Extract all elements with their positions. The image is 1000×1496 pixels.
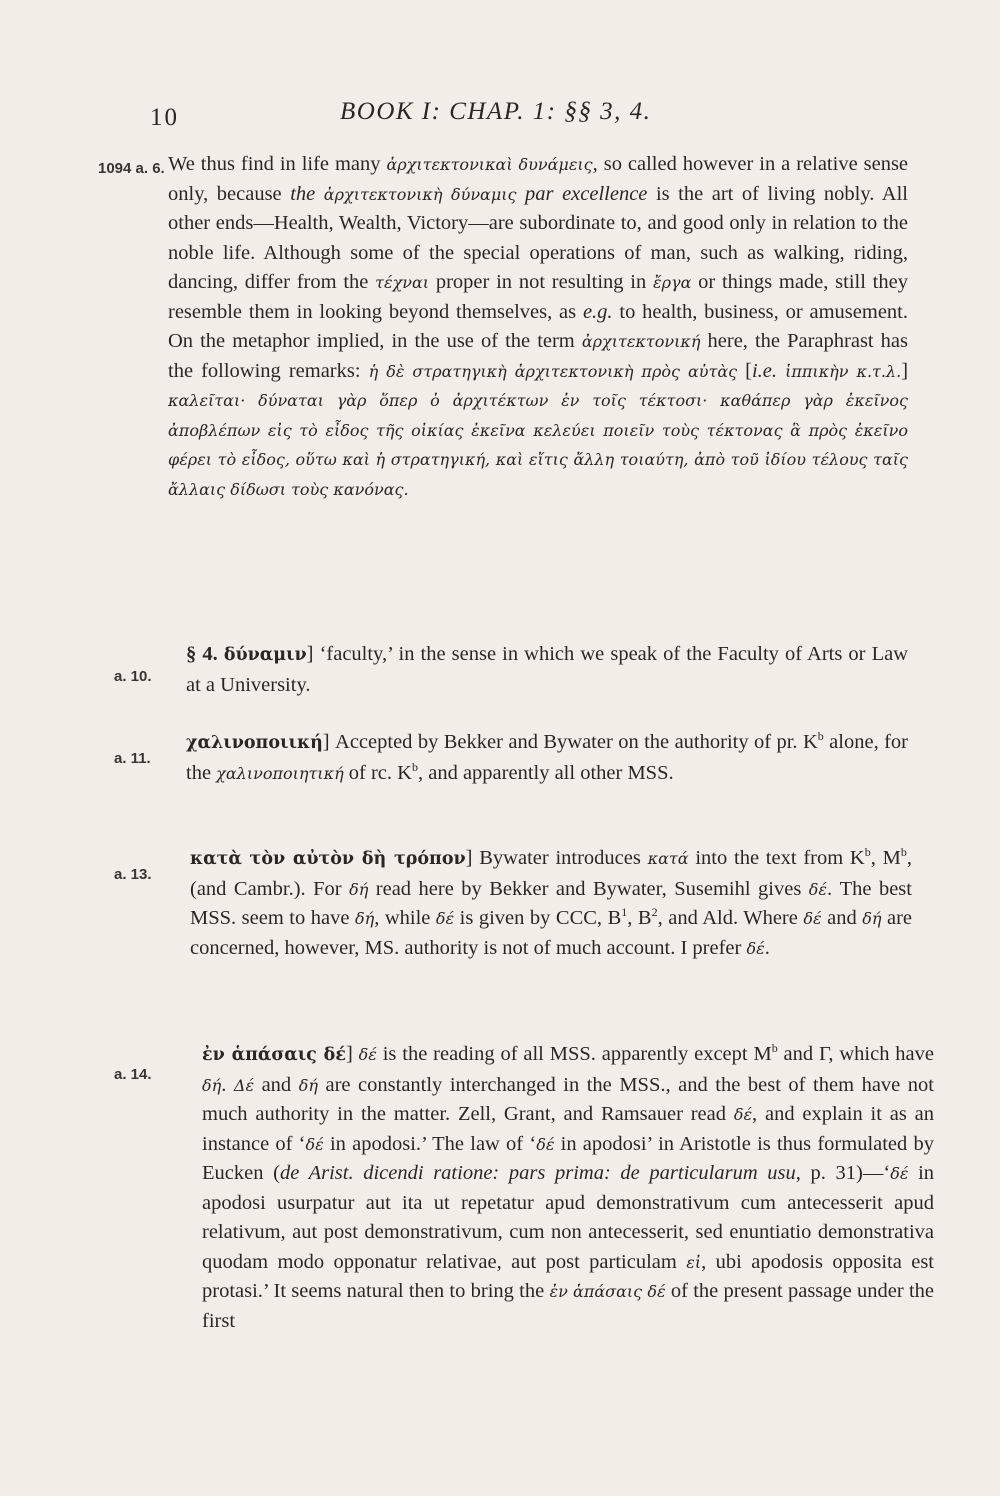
text-run: ] Accepted by Bekker and Bywater on the authority of pr. K (322, 731, 818, 753)
text-run: in apodosi usurpatur aut ita ut repetatur apud demonstrativum cum antecesserit apud relativum, aut post demonstrativum, cum non antecesserit, sed enuntiatio demonstrativa quodam modo opponatur relativae, aut post particulam (202, 1162, 935, 1273)
superscript: b (411, 759, 418, 774)
greek-text: δέ (808, 879, 827, 899)
page-header (0, 96, 1000, 140)
text-run: , B (627, 907, 652, 929)
greek-text: Δέ (233, 1075, 255, 1095)
text-run: , M (870, 847, 901, 869)
greek-text: ἡ δὲ στρατηγικὴ ἀρχιτεκτονικὴ πρὸς αὐτὰς (368, 361, 738, 381)
italic-text: e.g. (582, 300, 613, 323)
text-run: . (764, 936, 770, 959)
text-run: or things made, still they resemble them in looking beyond themselves, as (168, 271, 908, 323)
superscript: 1 (621, 905, 628, 920)
italic-text: de Arist. dicendi ratione: pars prima: de particularum usu (279, 1162, 796, 1184)
page-number: 10 (150, 104, 179, 131)
greek-text: δέ (746, 938, 765, 958)
greek-text: δέ (890, 1164, 909, 1183)
text-run: and (254, 1073, 299, 1096)
greek-text: δέ (733, 1105, 753, 1124)
note-text (190, 844, 912, 963)
text-run: proper in not resulting in (429, 271, 654, 293)
note-text (186, 728, 908, 788)
line-reference: a. 14. (114, 1066, 152, 1083)
greek-text: εἰ (686, 1252, 702, 1272)
greek-text: δέ (803, 909, 822, 928)
greek-text: δή (202, 1075, 222, 1095)
text-run: is the art of living nobly. All other ends—Health, Wealth, Victory—are subordinate to, and good only in relation to the noble life. Although some of the special operations of man, such as walking, riding, dancing, differ from the (168, 182, 909, 293)
text-run (517, 183, 526, 205)
text-run: and Γ, which have (777, 1043, 934, 1065)
text-run: ] (901, 359, 909, 382)
text-run: and (821, 907, 863, 929)
text-run: read here by Bekker and Bywater, Susemihl gives (368, 877, 809, 900)
lemma-text: κατὰ τὸν αὐτὸν δὴ τρόπον (190, 849, 466, 869)
greek-text: δέ (435, 909, 455, 928)
greek-text: κατά (647, 849, 689, 868)
superscript: 2 (651, 905, 658, 920)
greek-text: δέ (536, 1134, 555, 1154)
greek-text: ἀρχιτεκτονικαὶ δυνάμεις (386, 155, 593, 174)
superscript: b (864, 845, 871, 860)
text-run: of rc. K (343, 761, 412, 784)
note-text (168, 150, 908, 504)
text-run: is the reading of all MSS. apparently except M (376, 1043, 772, 1065)
superscript: b (900, 845, 907, 860)
greek-text: ἔργα (653, 273, 692, 292)
text-run: ] (345, 1043, 359, 1065)
text-run: is given by CCC, B (454, 907, 622, 929)
text-run: ] Bywater introduces (465, 847, 648, 869)
greek-text: δή (298, 1075, 318, 1095)
greek-text: καλεῖται· δύναται γὰρ ὅπερ ὁ ἀρχιτέκτων ἐν τοῖς τέκτοσι· καθάπερ γὰρ ἐκεῖνος ἀποβλέπων εἰς τὸ εἶδος τῆς οἰκίας ἐκεῖνα κελεύει ποιεῖν τοὺς τέκτονας ἃ πρὸς ἐκεῖνο φέρει τὸ εἶδος, οὕτω καὶ ἡ στρατηγική, καὶ εἴτις ἄλλη τοιαύτη, ἀπὸ τοῦ ἰδίου τέλους ταῖς ἄλλαις δίδωσι τοὺς κανόνας. (168, 391, 908, 499)
greek-text: χαλινοποιητική (216, 763, 344, 783)
greek-text: ἱππικὴν κ.τ.λ. (785, 361, 902, 381)
text-run: , and explain it as an instance of ‘ (202, 1103, 934, 1155)
text-run: We thus find in life many (168, 153, 387, 175)
greek-text: δή (862, 909, 882, 928)
italic-text: i.e. (751, 359, 778, 382)
italic-text: the (290, 182, 316, 205)
greek-text: ἀρχιτεκτονική (581, 332, 701, 351)
text-run: , (and Cambr.). For (190, 847, 912, 900)
greek-text: ἐν ἁπάσαις δέ (549, 1282, 666, 1301)
text-run: . The best MSS. seem to have (190, 877, 912, 929)
line-reference: a. 13. (114, 866, 152, 883)
greek-text: τέχναι (375, 273, 430, 292)
text-run: , and apparently all other MSS. (417, 761, 674, 784)
greek-text: ἀρχιτεκτονικὴ δύναμις (323, 184, 517, 204)
text-run: here, the Paraphrast has the following remarks: (168, 330, 908, 382)
note-text (186, 640, 908, 700)
superscript: b (771, 1041, 778, 1056)
text-run: in apodosi.’ The law of ‘ (323, 1132, 537, 1155)
text-run: , ubi apodosis opposita est protasi.’ It seems natural then to bring the (202, 1250, 935, 1302)
lemma-text: ἐν ἁπάσαις δέ (202, 1045, 346, 1065)
text-run: to health, business, or amusement. On the metaphor implied, in the use of the term (168, 300, 908, 352)
line-reference: a. 10. (114, 668, 152, 685)
text-run: , so called however in a relative sense only, because (168, 153, 909, 205)
text-run: are concerned, however, MS. authority is not of much account. I prefer (190, 907, 912, 959)
text-run: [ (737, 359, 752, 382)
line-reference: 1094 a. 6. (98, 160, 165, 177)
text-run: , and Ald. Where (657, 907, 804, 929)
text-run (315, 183, 324, 205)
text-run: ] ‘faculty,’ in the sense in which we speak of the Faculty of Arts or Law at a University. (186, 643, 908, 696)
greek-text: δή (354, 909, 375, 928)
text-run: , p. 31)—‘ (795, 1162, 891, 1184)
lemma-text: δύναμιν (223, 645, 307, 665)
text-run: , while (374, 907, 436, 929)
text-run (777, 360, 785, 382)
running-title: BOOK I: CHAP. 1: §§ 3, 4. (340, 98, 652, 125)
italic-text: par excellence (525, 182, 648, 205)
text-run: . (221, 1073, 234, 1096)
greek-text: δή (349, 879, 369, 899)
line-reference: a. 11. (114, 750, 151, 767)
greek-text: δέ (305, 1134, 324, 1154)
section-mark: § 4. (186, 643, 224, 665)
text-run: alone, for the (186, 731, 909, 784)
text-run: in apodosi’ in Aristotle is thus formulated by Eucken ( (202, 1132, 934, 1184)
text-run: are constantly interchanged in the MSS., and the best of them have not much authority in the matter. Zell, Grant, and Ramsauer read (202, 1073, 935, 1125)
note-text (202, 1040, 934, 1336)
lemma-text: χαλινοποιική (186, 733, 323, 753)
greek-text: δέ (358, 1045, 377, 1064)
text-run: into the text from K (688, 847, 865, 869)
text-run: of the present passage under the first (202, 1280, 934, 1332)
superscript: b (817, 729, 824, 744)
